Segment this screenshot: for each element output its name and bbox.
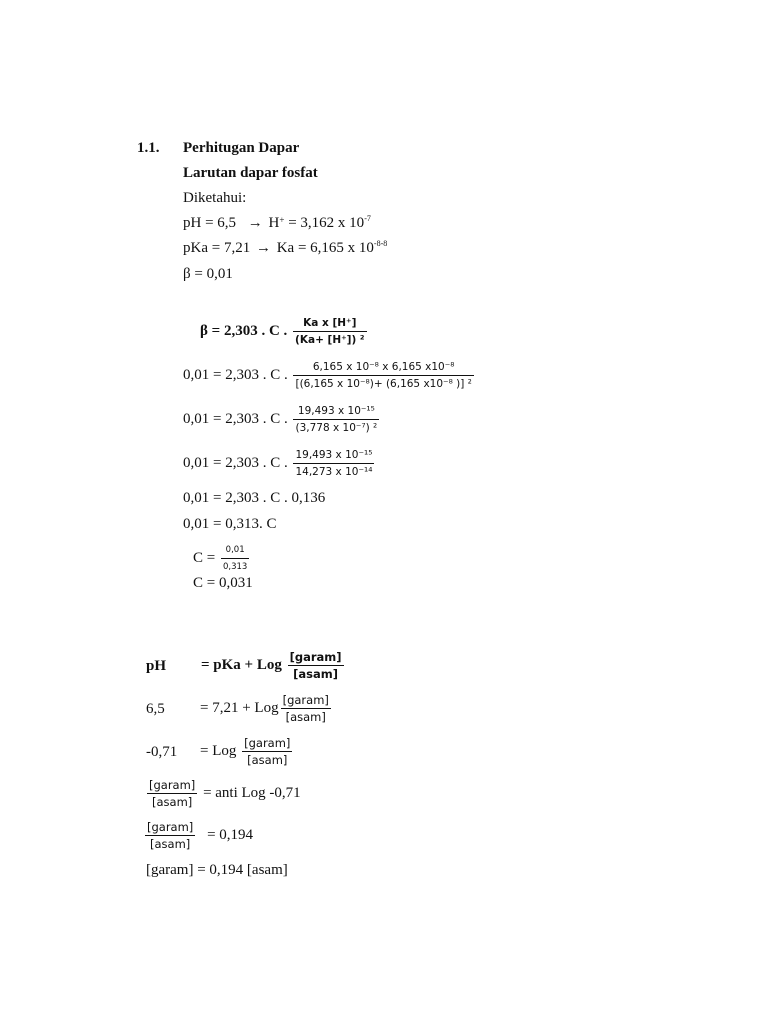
step-1-denominator: [(6,165 x 10⁻⁸)+ (6,165 x10⁻⁸ )] ²	[295, 378, 472, 390]
hh-row-5-fraction	[145, 819, 195, 852]
step-1	[183, 359, 476, 392]
hh-row-3-lhs: -0,71	[146, 744, 178, 760]
hh-row-5-rhs: = 0,194	[207, 826, 254, 843]
hh-row-1-denominator: [asam]	[293, 667, 338, 681]
hh-row-4-rhs: = anti Log -0,71	[203, 784, 301, 801]
c-fraction	[221, 542, 249, 575]
given-ph-left: pH = 6,5	[183, 215, 237, 231]
hh-row-5	[143, 819, 253, 852]
arrow-right-icon: →	[255, 240, 271, 256]
simple-step-1: 0,01 = 2,303 . C . 0,136	[183, 490, 326, 506]
hh-row-1	[201, 649, 346, 682]
step-2-numerator: 19,493 x 10⁻¹⁵	[293, 403, 379, 420]
hh-row-1-fraction	[288, 649, 344, 682]
arrow-right-icon: →	[247, 215, 263, 231]
hh-row-6: [garam] = 0,194 [asam]	[146, 862, 288, 878]
hh-row-2-rhs: = 7,21 + Log	[200, 699, 279, 716]
hh-row-5-denominator: [asam]	[150, 837, 191, 851]
step-1-lhs: 0,01 = 2,303 . C .	[183, 366, 288, 383]
hh-row-3-fraction	[242, 735, 292, 768]
step-3-lhs: 0,01 = 2,303 . C .	[183, 454, 288, 471]
step-2-fraction	[293, 403, 379, 436]
step-1-numerator: 6,165 x 10⁻⁸ x 6,165 x10⁻⁸	[293, 359, 473, 376]
beta-fraction-numerator: Ka x [H⁺]	[293, 315, 366, 332]
known-label: Diketahui:	[183, 190, 247, 206]
step-3-denominator: 14,273 x 10⁻¹⁴	[295, 466, 373, 478]
hh-row-4-fraction	[147, 777, 197, 810]
hh-row-2-lhs: 6,5	[146, 701, 165, 717]
given-pka	[183, 239, 387, 257]
section-title: Perhitugan Dapar	[183, 140, 300, 156]
step-3-fraction	[293, 447, 374, 480]
step-2-lhs: 0,01 = 2,303 . C .	[183, 410, 288, 427]
given-ph-exp: -7	[364, 214, 371, 223]
hh-ph-label: pH	[146, 658, 167, 674]
given-ph	[183, 214, 371, 232]
c-equation	[193, 542, 251, 575]
given-ph-value: = 3,162 x 10	[284, 215, 365, 231]
given-ph-h: H	[268, 215, 280, 231]
step-1-fraction	[293, 359, 473, 392]
hh-row-3-numerator: [garam]	[244, 736, 291, 750]
hh-row-5-numerator: [garam]	[147, 820, 194, 834]
step-3-numerator: 19,493 x 10⁻¹⁵	[293, 447, 374, 464]
c-numerator: 0,01	[221, 542, 249, 559]
hh-row-4-numerator: [garam]	[149, 778, 196, 792]
hh-row-2-denominator: [asam]	[285, 710, 326, 724]
step-3	[183, 447, 376, 480]
beta-fraction-denominator: (Ka+ [H⁺]) ²	[295, 334, 365, 346]
hh-row-3	[200, 735, 294, 768]
hh-row-1-numerator: [garam]	[289, 650, 342, 664]
section-number: 1.1.	[137, 140, 160, 156]
given-pka-value: Ka = 6,165 x 10	[276, 240, 374, 256]
step-2	[183, 403, 381, 436]
given-ph-h-sup: +	[279, 215, 285, 225]
beta-formula	[200, 315, 369, 348]
c-denominator: 0,313	[222, 562, 248, 572]
hh-row-3-rhs: = Log	[200, 742, 237, 759]
c-result: C = 0,031	[193, 575, 253, 591]
given-beta: β = 0,01	[183, 266, 233, 282]
hh-row-2-numerator: [garam]	[282, 693, 329, 707]
hh-row-2-fraction	[281, 692, 331, 725]
beta-fraction	[293, 315, 366, 348]
hh-row-4	[145, 777, 301, 810]
hh-row-4-denominator: [asam]	[152, 795, 193, 809]
given-pka-left: pKa = 7,21	[183, 240, 251, 256]
given-pka-exp: -8-8	[373, 239, 388, 248]
hh-row-3-denominator: [asam]	[247, 753, 288, 767]
beta-formula-lhs: β = 2,303 . C .	[200, 322, 288, 339]
hh-row-1-rhs: = pKa + Log	[201, 656, 282, 673]
c-lhs: C =	[193, 549, 216, 566]
section-subtitle: Larutan dapar fosfat	[183, 165, 318, 181]
step-2-denominator: (3,778 x 10⁻⁷) ²	[295, 422, 378, 434]
hh-row-2	[200, 692, 333, 725]
simple-step-2: 0,01 = 0,313. C	[183, 516, 277, 532]
